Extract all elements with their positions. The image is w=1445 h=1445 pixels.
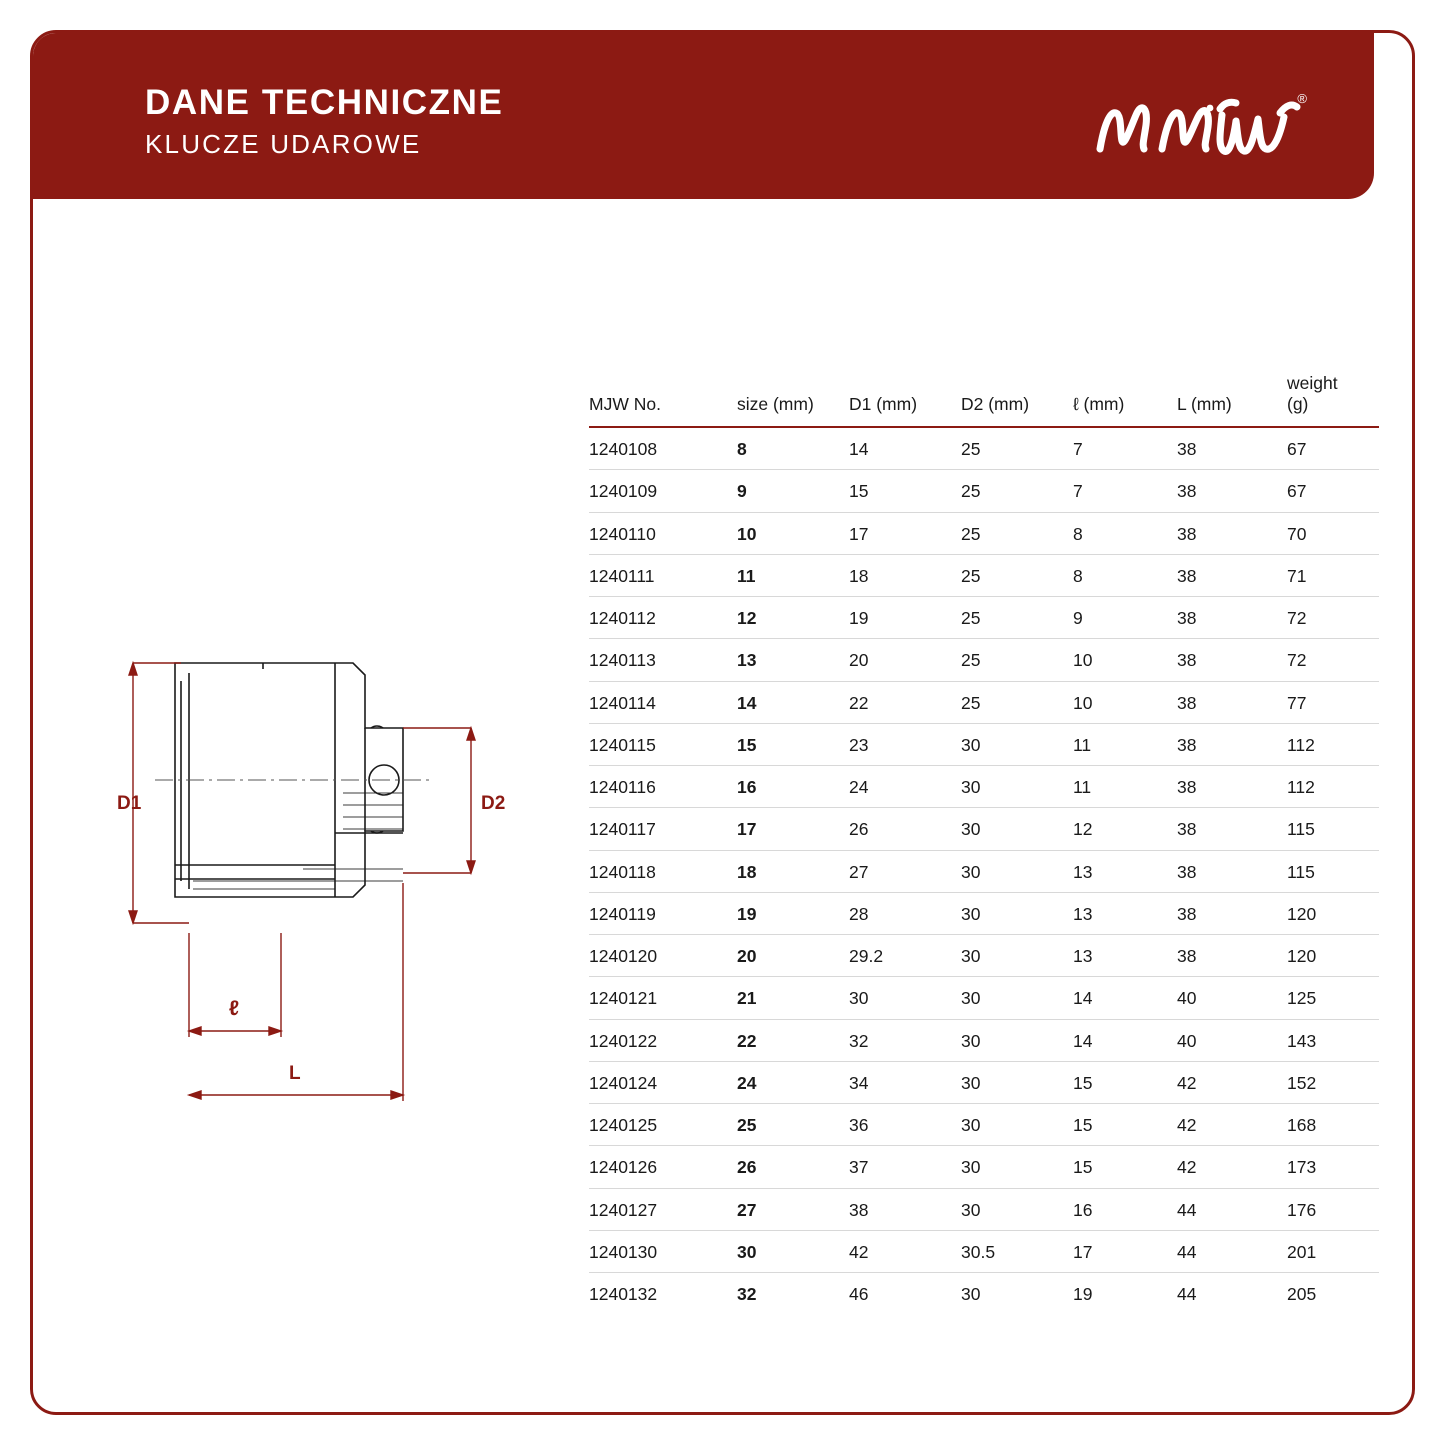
cell-l-big: 44 (1177, 1284, 1197, 1304)
cell-d2: 30 (961, 977, 1073, 1019)
table-row (589, 1019, 1379, 1061)
table-row (589, 1230, 1379, 1272)
table-row (589, 977, 1379, 1019)
registered-mark: ® (1297, 91, 1307, 106)
cell-l-small: 10 (1073, 639, 1177, 681)
cell-size: 9 (737, 470, 849, 512)
cell-mjw-no: 1240114 (589, 681, 737, 723)
column-header-label: L (mm) (1177, 394, 1232, 414)
cell-mjw-no: 1240116 (589, 766, 737, 808)
cell-mjw-no: 1240109 (589, 470, 737, 512)
cell-weight: 70 (1287, 512, 1379, 554)
cell-l-big: 38 (1177, 723, 1287, 765)
cell-l-small: 16 (1073, 1188, 1177, 1230)
cell-weight: 112 (1287, 766, 1379, 808)
column-header-l-small (1073, 373, 1177, 427)
table-row (589, 850, 1379, 892)
table-row (589, 427, 1379, 470)
cell-d2: 25 (961, 554, 1073, 596)
table-row (589, 808, 1379, 850)
cell-weight: 67 (1287, 470, 1379, 512)
cell-mjw-no: 1240118 (589, 850, 737, 892)
cell-l-big: 38 (1177, 892, 1287, 934)
cell-l-big: 38 (1177, 850, 1287, 892)
cell-mjw-no: 1240124 (589, 1061, 737, 1103)
cell-weight: 168 (1287, 1104, 1379, 1146)
cell-d2: 30 (961, 935, 1073, 977)
cell-weight: 67 (1287, 427, 1379, 470)
cell-mjw-no: 1240125 (589, 1104, 737, 1146)
cell-d1: 23 (849, 723, 961, 765)
cell-size: 25 (737, 1104, 849, 1146)
cell-weight: 205 (1287, 1284, 1317, 1304)
column-header-label: D2 (mm) (961, 394, 1030, 414)
cell-d1: 19 (849, 597, 961, 639)
cell-d2: 25 (961, 681, 1073, 723)
cell-l-small: 14 (1073, 1019, 1177, 1061)
cell-d2: 30 (961, 1146, 1073, 1188)
cell-size: 10 (737, 512, 849, 554)
cell-d1: 15 (849, 470, 961, 512)
cell-l-small: 7 (1073, 427, 1177, 470)
cell-d2: 30 (961, 1019, 1073, 1061)
table-row (589, 1061, 1379, 1103)
dimension-label-l-small: ℓ (229, 997, 240, 1020)
cell-d2: 30 (961, 766, 1073, 808)
table-row (589, 892, 1379, 934)
table-row (589, 554, 1379, 596)
cell-d2: 25 (961, 639, 1073, 681)
cell-l-big: 42 (1177, 1146, 1287, 1188)
cell-d1: 30 (849, 977, 961, 1019)
column-header-label: MJW No. (589, 394, 661, 414)
column-header-mjw-no (589, 373, 737, 427)
table-row (589, 1104, 1379, 1146)
cell-weight: 120 (1287, 892, 1379, 934)
cell-l-big: 38 (1177, 935, 1287, 977)
cell-size: 26 (737, 1146, 849, 1188)
cell-mjw-no: 1240120 (589, 935, 737, 977)
cell-l-big: 38 (1177, 554, 1287, 596)
table-row (589, 639, 1379, 681)
cell-d2: 25 (961, 597, 1073, 639)
cell-size: 17 (737, 808, 849, 850)
cell-d2: 25 (961, 427, 1073, 470)
cell-weight: 125 (1287, 977, 1379, 1019)
cell-size: 11 (737, 554, 849, 596)
cell-d1: 34 (849, 1061, 961, 1103)
cell-d1: 22 (849, 681, 961, 723)
cell-l-big: 42 (1177, 1104, 1287, 1146)
cell-d2: 30 (961, 850, 1073, 892)
cell-l-big: 42 (1177, 1061, 1287, 1103)
mjw-logo (1094, 91, 1307, 167)
cell-size: 15 (737, 723, 849, 765)
cell-size: 8 (737, 427, 849, 470)
page-title: DANE TECHNICZNE (145, 83, 504, 122)
column-header-label: ℓ (mm) (1073, 394, 1125, 414)
cell-mjw-no: 1240115 (589, 723, 737, 765)
header-titles (145, 83, 503, 162)
cell-l-small: 15 (1073, 1146, 1177, 1188)
table-row (589, 512, 1379, 554)
cell-weight: 72 (1287, 597, 1379, 639)
cell-d1: 36 (849, 1104, 961, 1146)
cell-d1: 38 (849, 1188, 961, 1230)
cell-mjw-no: 1240111 (589, 554, 737, 596)
cell-mjw-no: 1240122 (589, 1019, 737, 1061)
column-header-size (737, 373, 849, 427)
cell-l-small: 10 (1073, 681, 1177, 723)
cell-d1: 17 (849, 512, 961, 554)
cell-d1: 27 (849, 850, 961, 892)
cell-d2: 30 (961, 723, 1073, 765)
cell-d1: 37 (849, 1146, 961, 1188)
cell-weight: 71 (1287, 554, 1379, 596)
cell-d1: 26 (849, 808, 961, 850)
table-header-row (589, 373, 1379, 427)
cell-weight: 173 (1287, 1146, 1379, 1188)
cell-d1: 42 (849, 1230, 961, 1272)
cell-l-big: 38 (1177, 766, 1287, 808)
cell-size: 30 (737, 1230, 849, 1272)
cell-size: 18 (737, 850, 849, 892)
column-header-d2 (961, 373, 1073, 427)
cell-l-small: 12 (1073, 808, 1177, 850)
cell-l-small: 19 (1073, 1284, 1093, 1304)
cell-weight: 143 (1287, 1019, 1379, 1061)
cell-d2: 30 (961, 1061, 1073, 1103)
cell-d1: 28 (849, 892, 961, 934)
cell-size: 12 (737, 597, 849, 639)
cell-d1: 32 (849, 1019, 961, 1061)
cell-l-big: 40 (1177, 977, 1287, 1019)
cell-l-big: 44 (1177, 1188, 1287, 1230)
cell-d1: 20 (849, 639, 961, 681)
cell-size: 19 (737, 892, 849, 934)
cell-d2: 30 (961, 892, 1073, 934)
table-row (589, 766, 1379, 808)
header-banner (30, 30, 1374, 199)
cell-l-big: 38 (1177, 427, 1287, 470)
cell-l-big: 38 (1177, 470, 1287, 512)
cell-size: 14 (737, 681, 849, 723)
column-header-label: weight (g) (1287, 373, 1338, 414)
cell-l-big: 38 (1177, 639, 1287, 681)
cell-l-small: 17 (1073, 1230, 1177, 1272)
cell-l-big: 38 (1177, 808, 1287, 850)
cell-weight: 201 (1287, 1230, 1379, 1272)
cell-weight: 77 (1287, 681, 1379, 723)
cell-weight: 72 (1287, 639, 1379, 681)
cell-d1: 46 (849, 1284, 869, 1304)
cell-mjw-no: 1240130 (589, 1230, 737, 1272)
cell-weight: 152 (1287, 1061, 1379, 1103)
cell-l-small: 8 (1073, 554, 1177, 596)
cell-mjw-no: 1240126 (589, 1146, 737, 1188)
cell-weight: 176 (1287, 1188, 1379, 1230)
table-row (589, 470, 1379, 512)
cell-mjw-no: 1240113 (589, 639, 737, 681)
cell-weight: 115 (1287, 850, 1379, 892)
cell-d2: 30 (961, 1104, 1073, 1146)
cell-weight: 120 (1287, 935, 1379, 977)
cell-l-big: 38 (1177, 512, 1287, 554)
cell-mjw-no: 1240132 (589, 1284, 658, 1304)
spec-card (30, 30, 1415, 1415)
cell-d2: 25 (961, 512, 1073, 554)
table-row (589, 935, 1379, 977)
specifications-table (589, 373, 1379, 1314)
cell-l-small: 15 (1073, 1061, 1177, 1103)
dimension-label-d2: D2 (481, 793, 506, 814)
column-header-label: D1 (mm) (849, 394, 918, 414)
table-row (589, 597, 1379, 639)
cell-mjw-no: 1240127 (589, 1188, 737, 1230)
cell-mjw-no: 1240110 (589, 512, 737, 554)
cell-d1: 18 (849, 554, 961, 596)
cell-l-small: 8 (1073, 512, 1177, 554)
cell-l-small: 14 (1073, 977, 1177, 1019)
cell-l-small: 7 (1073, 470, 1177, 512)
cell-size: 21 (737, 977, 849, 1019)
dimension-label-d1: D1 (117, 793, 142, 814)
column-header-label: size (mm) (737, 394, 814, 414)
cell-mjw-no: 1240121 (589, 977, 737, 1019)
column-header-weight (1287, 373, 1379, 427)
cell-size: 13 (737, 639, 849, 681)
cell-d1: 24 (849, 766, 961, 808)
cell-size: 32 (737, 1284, 757, 1304)
cell-size: 16 (737, 766, 849, 808)
cell-l-small: 11 (1073, 766, 1177, 808)
page-subtitle: KLUCZE UDAROWE (145, 129, 422, 160)
cell-size: 24 (737, 1061, 849, 1103)
cell-d2: 30 (961, 1284, 981, 1304)
table-row (589, 723, 1379, 765)
cell-mjw-no: 1240117 (589, 808, 737, 850)
table-row (589, 1146, 1379, 1188)
cell-d1: 14 (849, 427, 961, 470)
cell-weight: 112 (1287, 723, 1379, 765)
cell-d1: 29.2 (849, 935, 961, 977)
cell-l-small: 9 (1073, 597, 1177, 639)
cell-mjw-no: 1240112 (589, 597, 737, 639)
cell-l-big: 38 (1177, 681, 1287, 723)
cell-l-small: 13 (1073, 850, 1177, 892)
cell-weight: 115 (1287, 808, 1379, 850)
dimension-label-l-big: L (289, 1063, 301, 1084)
socket-technical-drawing (103, 633, 533, 1133)
table-row (589, 1273, 1379, 1315)
cell-l-small: 15 (1073, 1104, 1177, 1146)
column-header-d1 (849, 373, 961, 427)
cell-mjw-no: 1240119 (589, 892, 737, 934)
cell-size: 27 (737, 1188, 849, 1230)
cell-l-big: 38 (1177, 597, 1287, 639)
cell-l-big: 44 (1177, 1230, 1287, 1272)
cell-mjw-no: 1240108 (589, 427, 737, 470)
cell-l-big: 40 (1177, 1019, 1287, 1061)
cell-size: 22 (737, 1019, 849, 1061)
column-header-l-big (1177, 373, 1287, 427)
cell-d2: 25 (961, 470, 1073, 512)
cell-d2: 30.5 (961, 1230, 1073, 1272)
table-row (589, 1188, 1379, 1230)
table-row (589, 681, 1379, 723)
cell-l-small: 11 (1073, 723, 1177, 765)
cell-d2: 30 (961, 808, 1073, 850)
cell-l-small: 13 (1073, 892, 1177, 934)
cell-d2: 30 (961, 1188, 1073, 1230)
cell-l-small: 13 (1073, 935, 1177, 977)
cell-size: 20 (737, 935, 849, 977)
table-body (589, 427, 1379, 1314)
